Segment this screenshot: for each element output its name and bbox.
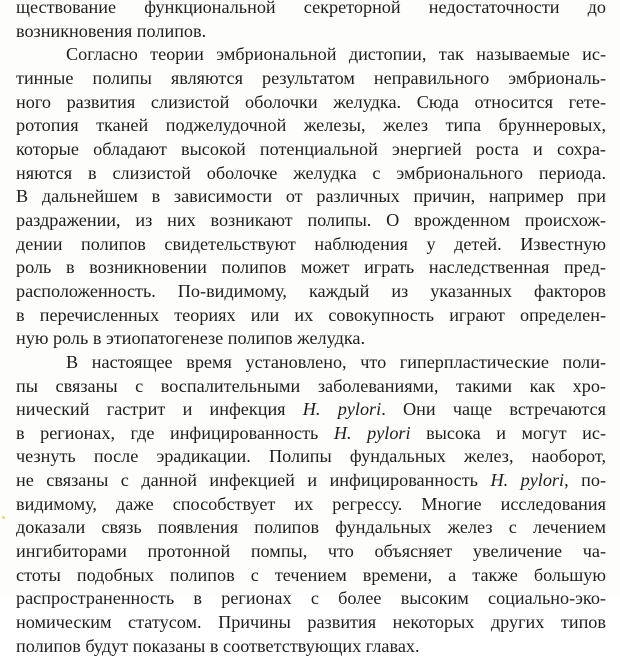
text-line: ингибиторами протонной помпы, что объясняет увеличение ча- <box>16 541 606 562</box>
text-line: ществование функциональной секреторной недостаточности до <box>16 0 606 17</box>
paragraph-embryonal-dystopia <box>16 43 606 351</box>
text-line: ротопия тканей поджелудочной железы, желез типа бруннеровых, <box>16 115 606 136</box>
species-name: H. pylori <box>302 399 382 420</box>
species-name: H. pylori <box>490 470 565 491</box>
text-run: нический гастрит и инфекция <box>16 399 303 420</box>
scan-speck <box>2 516 5 519</box>
text-line: няются в слизистой оболочке желудка с эмбрионального периода. <box>16 162 606 183</box>
text-line: распространенность в регионах с более высоким социально-эко- <box>16 588 606 609</box>
document-body <box>16 0 606 658</box>
text-line: дении полипов свидетельствуют наблюдения у детей. Известную <box>16 233 606 254</box>
text-line: ную роль в этиопатогенезе полипов желудка. <box>16 328 366 349</box>
text-line: В настоящее время установлено, что гиперпластические поли- <box>66 351 606 372</box>
text-run: . Они чаще встречаются <box>381 399 606 420</box>
text-line: расположенность. По-видимому, каждый из указанных факторов <box>16 280 606 301</box>
text-line: стоты подобных полипов с течением времени, а также большую <box>16 564 606 585</box>
text-run: в регионах, где инфицированность <box>16 422 334 443</box>
text-line: полипов будут показаны в соответствующих главах. <box>16 635 420 656</box>
text-line: номическим статусом. Причины развития некоторых других типов <box>16 612 606 633</box>
text-line: возникновения полипов. <box>16 20 207 41</box>
text-line: тинные полипы являются результатом неправильного эмбриональ- <box>16 67 606 88</box>
text-line <box>16 422 606 446</box>
text-line: доказали связь появления полипов фундальных желез с лечением <box>16 517 606 538</box>
text-line: пы связаны с воспалительными заболеваниями, такими как хро- <box>16 375 606 396</box>
text-line: чезнуть после эрадикации. Полипы фундальных желез, наоборот, <box>16 446 606 467</box>
species-name: H. pylori <box>333 422 411 443</box>
paragraph-current-findings <box>16 351 606 658</box>
text-line: видимому, даже способствует их регрессу. Многие исследования <box>16 493 606 514</box>
text-line: ного развития слизистой оболочки желудка. Сюда относится гете- <box>16 91 606 112</box>
paragraph-continued <box>16 0 606 43</box>
text-line: которые обладают высокой потенциальной энергией роста и сохра- <box>16 138 606 159</box>
text-line: роль в возникновении полипов может играть наследственная пред- <box>16 257 606 278</box>
text-line: в перечисленных теориях или их совокупность играют определен- <box>16 304 606 325</box>
text-run: высока и могут ис- <box>410 422 606 443</box>
text-run: , по- <box>564 470 606 491</box>
text-line <box>16 398 606 422</box>
text-run: не связаны с данной инфекцией и инфицированность <box>16 470 491 491</box>
text-line <box>16 469 606 493</box>
text-line: раздражении, из них возникают полипы. О врожденном происхож- <box>16 209 606 230</box>
text-line: В дальнейшем в зависимости от различных причин, например при <box>16 186 606 207</box>
text-line: Согласно теории эмбриональной дистопии, так называемые ис- <box>66 44 606 65</box>
